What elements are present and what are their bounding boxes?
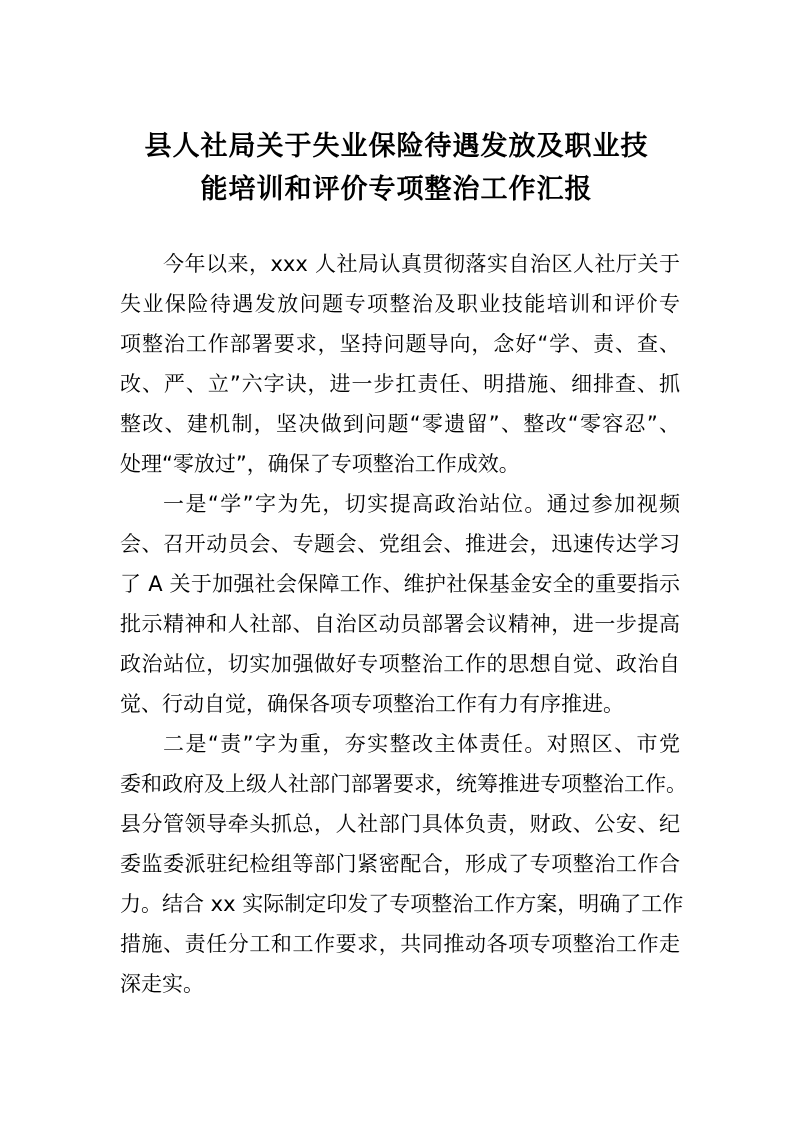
paragraph-line: 县分管领导牵头抓总，人社部门具体负责，财政、公安、纪 [120, 812, 680, 836]
paragraph-line: 会、召开动员会、专题会、党组会、推进会，迅速传达学习 [120, 532, 680, 556]
paragraph-line: 力。结合 xx 实际制定印发了专项整治工作方案，明确了工作 [120, 892, 684, 916]
paragraph [120, 244, 680, 484]
paragraph-line: 处理“零放过”，确保了专项整治工作成效。 [120, 452, 520, 476]
paragraph [120, 484, 680, 724]
paragraph-line: 项整治工作部署要求，坚持问题导向，念好“学、责、查、 [120, 332, 680, 356]
paragraph-line: 政治站位，切实加强做好专项整治工作的思想自觉、政治自 [120, 652, 680, 676]
paragraph-line: 一是“学”字为先，切实提高政治站位。通过参加视频 [163, 492, 680, 516]
paragraph-line: 觉、行动自觉，确保各项专项整治工作有力有序推进。 [120, 692, 624, 716]
paragraph-line: 批示精神和人社部、自治区动员部署会议精神，进一步提高 [120, 612, 680, 636]
paragraph-line: 委监委派驻纪检组等部门紧密配合，形成了专项整治工作合 [120, 852, 680, 876]
title-line: 能培训和评价专项整治工作汇报 [200, 174, 593, 205]
document-title [0, 125, 793, 211]
paragraph-line: 改、严、立”六字诀，进一步扛责任、明措施、细排查、抓 [120, 372, 680, 396]
paragraph-line: 深走实。 [120, 972, 204, 996]
document-body [120, 244, 687, 1004]
paragraph-line: 措施、责任分工和工作要求，共同推动各项专项整治工作走 [120, 932, 680, 956]
paragraph-line: 失业保险待遇发放问题专项整治及职业技能培训和评价专 [120, 292, 680, 316]
paragraph-line: 二是“责”字为重，夯实整改主体责任。对照区、市党 [163, 732, 680, 756]
paragraph-line: 了 A 关于加强社会保障工作、维护社保基金安全的重要指示 [120, 572, 680, 596]
title-line: 县人社局关于失业保险待遇发放及职业技 [144, 131, 649, 162]
paragraph-line: 今年以来，xxx 人社局认真贯彻落实自治区人社厅关于 [163, 252, 680, 276]
paragraph [120, 724, 687, 1004]
paragraph-line: 委和政府及上级人社部门部署要求，统筹推进专项整治工作。 [120, 772, 687, 796]
paragraph-line: 整改、建机制，坚决做到问题“零遗留”、整改“零容忍”、 [120, 412, 680, 436]
